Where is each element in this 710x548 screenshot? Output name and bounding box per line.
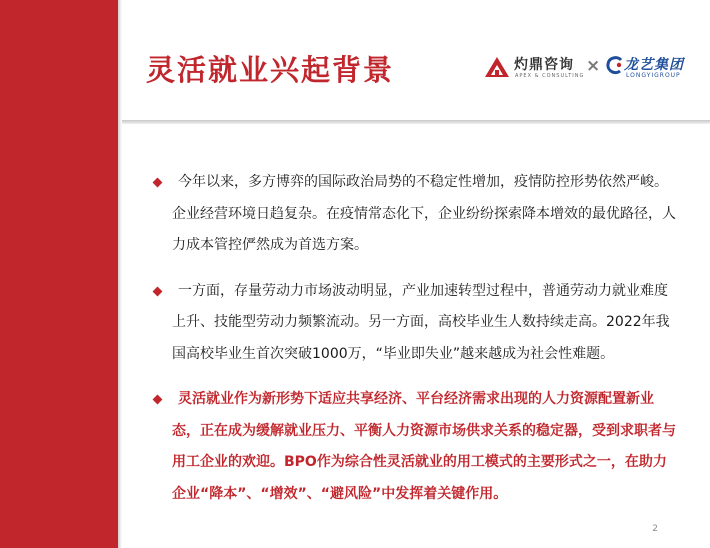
- bullet-item-flexible-employment: [150, 384, 680, 510]
- left-accent-bar: [0, 0, 118, 548]
- longyi-logo-icon: [606, 56, 624, 76]
- diamond-bullet-icon: [153, 178, 163, 188]
- apex-logo-subtitle: APEX & CONSULTING: [515, 73, 585, 79]
- left-bar-shadow: [118, 0, 122, 548]
- bullet-list: [150, 167, 680, 510]
- slide-title: 灵活就业兴起背景: [146, 53, 395, 87]
- diamond-bullet-icon: [153, 286, 163, 296]
- logo-separator: ×: [586, 56, 601, 76]
- longyi-logo-name: 龙艺集团: [624, 57, 684, 73]
- page-number: 2: [652, 524, 658, 534]
- apex-logo-icon: [484, 56, 510, 78]
- logo-area: [476, 54, 694, 82]
- bullet-item-context: [150, 167, 680, 262]
- bullet-item-labor-market: [150, 276, 680, 371]
- apex-logo-name: 灼鼎咨询: [514, 57, 574, 73]
- longyi-logo-subtitle: LONGYIGROUP: [626, 72, 681, 79]
- header-divider: [122, 120, 710, 124]
- bullet-text: 灵活就业作为新形势下适应共享经济、平台经济需求出现的人力资源配置新业态，正在成为缓解就业压力、平衡人力资源市场供求关系的稳定器，受到求职者与用工企业的欢迎。BPO作为综合性灵活就业的用工模式的主要形式之一，在助力企业“降本”、“增效”、“避风险”中发挥着关键作用。: [172, 391, 676, 502]
- bullet-text: 一方面，存量劳动力市场波动明显，产业加速转型过程中，普通劳动力就业难度上升、技能型劳动力频繁流动。另一方面，高校毕业生人数持续走高。2022年我国高校毕业生首次突破1000万，“毕业即失业”越来越成为社会性难题。: [172, 282, 670, 362]
- diamond-bullet-icon: [153, 395, 163, 405]
- bullet-text: 今年以来，多方博弈的国际政治局势的不稳定性增加，疫情防控形势依然严峻。企业经营环境日趋复杂。在疫情常态化下，企业纷纷探索降本增效的最优路径，人力成本管控俨然成为首选方案。: [172, 174, 676, 253]
